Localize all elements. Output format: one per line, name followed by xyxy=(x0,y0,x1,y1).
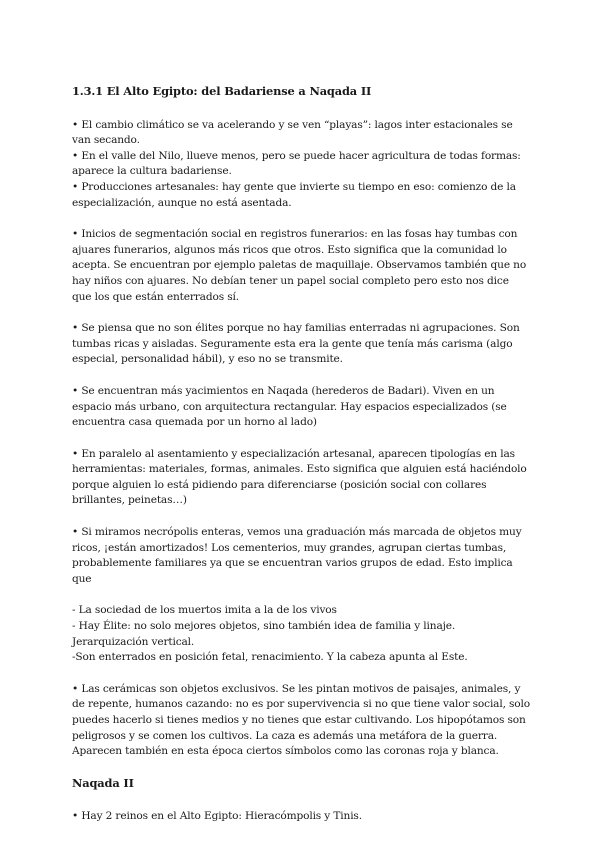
paragraph-social-segmentation: • Inicios de segmentación social en registros funerarios: en las fosas hay tumbas con ajuares funerarios, algunos más ricos que otros. Esto significa que la comunidad lo acepta. Se encuentran por ejemplo paletas de maquillaje. Observamos también que no hay niños con ajuares. No debían tener un papel social completo pero esto nos dice que los que están enterrados sí. xyxy=(72,228,527,303)
bullet-group-climate xyxy=(72,118,530,212)
paragraph-elites: • Se piensa que no son élites porque no hay familias enterradas ni agrupaciones. Son tumbas ricas y aisladas. Seguramente esta era la gente que tenía más carisma (algo especial, personalidad hábil), y eso no se transmite. xyxy=(72,322,520,366)
bullet-artisan-production: • Producciones artesanales: hay gente que invierte su tiempo en eso: comienzo de la especialización, aunque no está asentada. xyxy=(72,180,516,209)
paragraph-ceramics: • Las cerámicas son objetos exclusivos. Se les pintan motivos de paisajes, animales, y de repente, humanos cazando: no es por supervivencia si no que tiene valor social, solo puedes hacerlo si tienes medios y no tienes que estar cultivando. Los hipopótamos son peligrosos y se comen los cultivos. La caza es además una metáfora de la guerra. Aparecen también en esta época ciertos símbolos como las coronas roja y blanca. xyxy=(72,682,531,758)
section-heading: 1.3.1 El Alto Egipto: del Badariense a Naqada II xyxy=(72,84,372,98)
bullet-climate: • El cambio climático se va acelerando y se ven “playas”: lagos inter estacionales se van secando. xyxy=(72,118,513,147)
dash-item: - La sociedad de los muertos imita a la de los vivos xyxy=(72,604,337,617)
paragraph-necropolis: • Si miramos necrópolis enteras, vemos una graduación más marcada de objetos muy ricos, ¡están amortizados! Los cementerios, muy grandes, agrupan ciertas tumbas, probablemente familiares ya que se encuentran varios grupos de edad. Esto implica que xyxy=(72,526,522,585)
dash-item: - Hay Élite: no solo mejores objetos, sino también idea de familia y linaje. Jerarquización vertical. xyxy=(72,620,456,648)
paragraph-artisan-typologies: • En paralelo al asentamiento y especialización artesanal, aparecen tipologías en las herramientas: materiales, formas, animales. Esto significa que alguien está haciéndolo porque alguien lo está pidiendo para diferenciarse (posición social con collares brillantes, peinetas…) xyxy=(72,447,527,507)
bullet-nile-valley: • En el valle del Nilo, llueve menos, pero se puede hacer agricultura de todas formas: aparece la cultura badariense. xyxy=(72,149,521,178)
paragraph-naqada-settlements: • Se encuentran más yacimientos en Naqada (herederos de Badari). Viven en un espacio más urbano, con arquitectura rectangular. Hay espacios especializados (se encuentra casa quemada por un horno al lado) xyxy=(72,384,507,429)
paragraph-two-kingdoms: • Hay 2 reinos en el Alto Egipto: Hieracómpolis y Tinis. xyxy=(72,810,362,823)
dash-item: -Son enterrados en posición fetal, renacimiento. Y la cabeza apunta al Este. xyxy=(72,651,468,664)
dash-list xyxy=(72,603,530,665)
subheading-naqada-ii: Naqada II xyxy=(72,775,134,790)
